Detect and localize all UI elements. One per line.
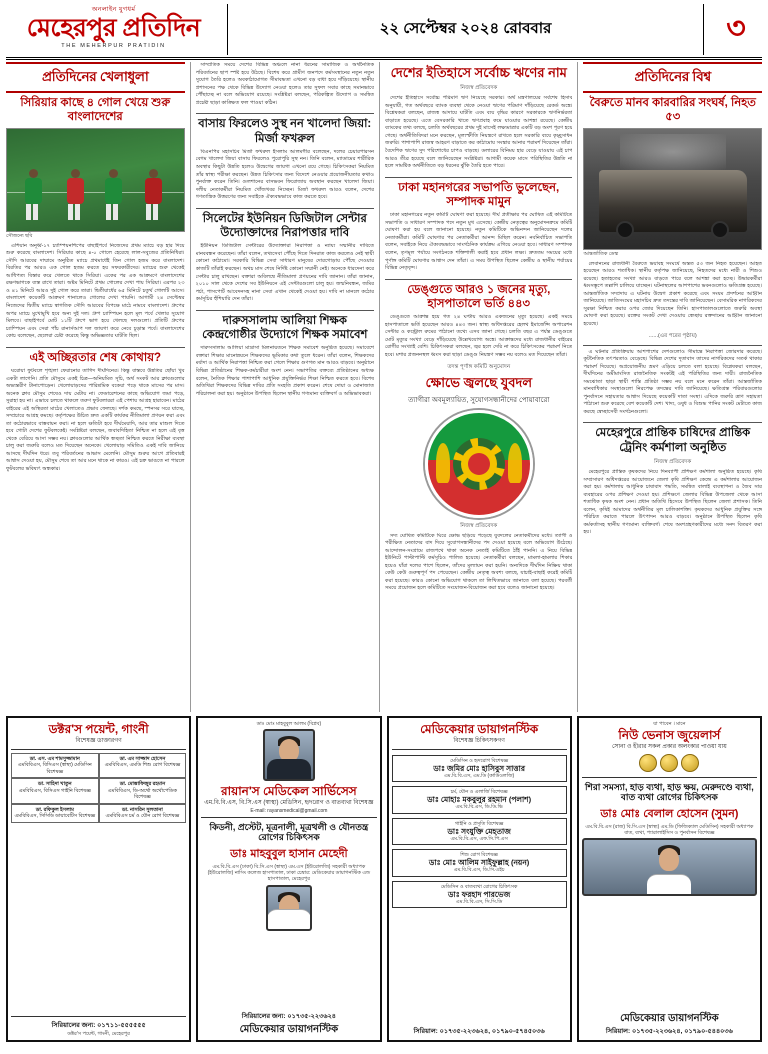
- party-emblem-icon: [425, 410, 533, 518]
- apron: [267, 909, 311, 929]
- article-columns: [6, 62, 762, 712]
- headline-debt: দেশের ইতিহাসে সর্বোচ্চ ঋণের নাম: [390, 65, 567, 80]
- ad-phone[interactable]: সিরিয়ালের জন্য: ০১৭৩৫-২২৩৬২৪: [241, 1013, 337, 1020]
- paragraph: ঘরোয়া ফুটবলে শৃঙ্খলা ফেরানোর তাগিদ দীর্ঘদিনের। কিন্তু বাস্তবে উন্নতির ছোঁয়া খুব একটা লাগেনি। প্রতি মৌসুমে একই চিত্র—অনিয়মিত সূচি, অর্থ সংকট আর ক্লাবগুলোর অভ্যন্তরীণ টানাপোড়েন। খেলোয়াড়দের পারিশ্রমিক বকেয়া পড়ে থাকে মাসের পর মাস। অনেক ক্লাব মৌসুম শেষেও দায় মেটায় না। ফেডারেশনের কাছে অভিযোগ জমা পড়ে, সুরাহা হয় না। এভাবে চলতে থাকলে তরুণ ফুটবলাররা এই পেশায় আগ্রহ হারাবেন। মাঠের বাইরের এই অস্থিরতা মাঠের খেলাতেও প্রভাব ফেলছে। দর্শক কমছে, স্পনসর সরে যাচ্ছে, সম্প্রচারে আগ্রহ কমছে। কর্তৃপক্ষের উচিত দ্রুত একটি কার্যকর নীতিমালা প্রণয়ন করা এবং তা কঠোরভাবে বাস্তবায়ন করা। না হলে ক্ষতিটা হবে দীর্ঘমেয়াদি, আর তার মাশুল দিতে হবে গোটা দেশের ফুটবলকেই। সংশ্লিষ্টরা বলছেন, জবাবদিহিতা নিশ্চিত না হলে এই বৃত্ত থেকে বেরিয়ে আসা সম্ভব নয়। ক্লাবগুলোর আর্থিক স্বচ্ছতা নিশ্চিত করতে নিরীক্ষা ব্যবস্থা চালু করা জরুরি বলেও মত দিয়েছেন অনেকে। খেলোয়াড় সমিতিও একই দাবি জানিয়ে আসছে দীর্ঘদিন ধরে। তবু পরিবর্তনের আভাস মেলেনি। মৌসুম শুরুর আগে প্রতিবারই আশ্বাস দেওয়া হয়, মৌসুম শেষে তা আর মনে থাকে না কারও। এই চক্র ভাঙতে না পারলে ফুটবলের ভবিষ্যৎ অন্ধকার।: [6, 368, 185, 472]
- body-teachers: [196, 345, 375, 400]
- doctor-degree: এমবিবিএস, বিসিএস গাইনি বিশেষজ্ঞ: [18, 787, 91, 794]
- headline-khaleda: বাসায় ফিরলেও সুস্থ নন খালেদা জিয়া: মির্জা ফখরুল: [198, 118, 372, 145]
- necklace-icon: [681, 754, 699, 772]
- ad-title: রায়ান'স মেডিকেল সার্ভিসেস: [221, 784, 357, 799]
- ring-icon: [639, 754, 657, 772]
- world-body-2: [583, 349, 762, 419]
- doctor-name: ডাঃ মোঃ আলিম সাইফুল্লাহ (নয়ন): [428, 858, 530, 868]
- ad-doctor-degree: এম.বি.বি.এস (ঢাকা) বি.সি.এস (স্বাস্থ্য) এম.এস (ইউরোলজি) সহকারী অধ্যাপক (ইউরোলজি) নাসিং কলেজ হাসপাতাল, ঢাকা চেম্বার: মেডিকেয়ার ডায়াগনস্টিক এন্ড হাসপাতাল, মেহেরপুর: [207, 863, 371, 883]
- subhead-jubodal: ত্যাগীরা অবমূল্যায়িত, সুযোগসন্ধানীদের পোয়াবারো: [408, 396, 550, 404]
- ad-medicare-diagnostic[interactable]: [387, 716, 572, 1042]
- ad-subtitle: সোনা ও হীরার সকল প্রকার অলংকার পাওয়া যায়: [611, 744, 727, 751]
- ad-subtitle: বিশেষজ্ঞ চিকিৎসকগণ: [453, 738, 505, 745]
- byline-debt: নিজস্ব প্রতিবেদক: [460, 85, 498, 92]
- body-khaleda: [196, 149, 375, 204]
- doctor-cell: [11, 778, 99, 804]
- ad-rayans-medical[interactable]: [196, 716, 381, 1042]
- doctor-degree: এম.বি.বি.এস, এফ.সি.পি.এস: [450, 835, 508, 842]
- doctor-block: [392, 818, 567, 846]
- doctor-name: ডাঃ মোহাঃ মকবুলুর রহমান (পলাশ): [427, 795, 532, 805]
- apron: [647, 874, 691, 894]
- advertisement-strip: [6, 716, 762, 1042]
- ad-speciality: কিডনী, প্রস্টেট, মূত্রনালী, মূত্রথলী ও যৌনতন্ত্র রোগের চিকিৎসক: [209, 822, 369, 843]
- publication-date: ২২ সেপ্টেম্বর ২০২৪ রোববার: [379, 20, 552, 37]
- divider: [583, 345, 762, 346]
- divider: [385, 177, 572, 178]
- doctor-degree: এমবিবিএস, এমডি শিশু রোগ বিশেষজ্ঞ: [104, 762, 181, 769]
- paragraph: সদ্য ঘোষিত কমিটিকে ঘিরে ক্ষোভ ছড়িয়ে পড়েছে যুবদলের নেতাকর্মীদের মধ্যে। ত্যাগী ও পরীক্ষিত নেতাদের বাদ দিয়ে সুযোগসন্ধানীদের পদ দেওয়া হয়েছে বলে অভিযোগ উঠেছে। আন্দোলন-সংগ্রামে রাজপথে থাকা অনেক নেতাই কমিটিতে ঠাঁই পাননি। এ নিয়ে বিভিন্ন ইউনিটে পাল্টাপাল্টি কর্মসূচিও পালিত হয়েছে। নেতাকর্মীরা বলছেন, মামলা-হামলার শিকার হয়েও যাঁরা দলের পাশে ছিলেন, তাঁদের মূল্যায়ন করা হয়নি। অন্যদিকে দীর্ঘদিন নিষ্ক্রিয় থাকা কেউ কেউ গুরুত্বপূর্ণ পদ পেয়েছেন। কেন্দ্রীয় নেতৃত্ব অবশ্য বলছে, যাচাই-বাছাই করেই কমিটি করা হয়েছে। কারও কোনো অভিযোগ থাকলে তা লিখিতভাবে জানাতে বলা হয়েছে। পরবর্তী সময়ে প্রয়োজন হলে কমিটিতে সংযোজন-বিয়োজন করা হবে বলেও জানানো হয়েছে।: [385, 532, 573, 592]
- byline-jubodal: নিজস্ব প্রতিবেদক: [460, 522, 498, 529]
- column-national-1: [190, 62, 375, 712]
- player-figure: [25, 169, 42, 225]
- doctor-degree: এমবিবিএস, ডি-অর্থো অর্থোপেডিক বিশেষজ্ঞ: [107, 787, 177, 801]
- ad-new-venus-jewellers[interactable]: [577, 716, 762, 1042]
- doctor-name: ডা. নাসরিন সুলতানা: [122, 806, 163, 813]
- ad-subtitle: এম.বি.বি.এস, বি.সি.এস (স্বাস্থ্য) মেডিসিন, হৃদরোগ ও বাতব্যথা বিশেষজ্ঞ: [204, 800, 374, 807]
- ad-tagline: যা পাবেন । মানে: [653, 721, 686, 727]
- headline-dhaka-committee: ঢাকা মহানগরের সভাপতি ভুলেছেন, সম্পাদক মামুন: [398, 181, 560, 208]
- paragraph: দারুসসালাম আলিয়া মাদ্রাসা মিলনায়তনে শিক্ষক সমাবেশ অনুষ্ঠিত হয়েছে। সমাবেশে বক্তারা শিক্ষার মানোন্নয়নে শিক্ষকদের ভূমিকার কথা তুলে ধরেন। তাঁরা বলেন, শিক্ষকদের মর্যাদা ও আর্থিক নিরাপত্তা নিশ্চিত করা গেলে শিক্ষার গুণগত মান আরও বাড়বে। অনুষ্ঠানে বিভিন্ন প্রতিষ্ঠানের শিক্ষক-কর্মচারীরা অংশ নেন। সভাপতির বক্তব্যে প্রতিষ্ঠানের অধ্যক্ষ বলেন, নৈতিক শিক্ষার পাশাপাশি আধুনিক প্রযুক্তিনির্ভর শিক্ষা নিশ্চিত করতে হবে। বিশেষ অতিথিরা শিক্ষকদের বিভিন্ন দাবির প্রতি সংহতি প্রকাশ করেন। শেষে দোয়া ও মোনাজাত পরিচালনা করা হয়। অনুষ্ঠানে উপস্থিত ছিলেন স্থানীয় গণ্যমান্য ব্যক্তিবর্গ ও অভিভাবকরা।: [195, 345, 375, 397]
- sports-article-body: [6, 243, 185, 343]
- ad-title: মেডিকেয়ার ডায়াগনস্টিক: [420, 722, 539, 736]
- divider: [6, 347, 185, 348]
- body-dhaka-committee: [385, 212, 572, 274]
- masthead-brand: [6, 4, 221, 55]
- bangle-icon: [660, 754, 678, 772]
- divider: [582, 777, 757, 778]
- doctor-name: ডা. রফিকুল ইসলাম: [35, 806, 74, 813]
- ad-footer: [11, 1013, 186, 1037]
- column-national-2: [379, 62, 572, 712]
- doctor-degree: এমবিবিএস চর্ম ও যৌন রোগ বিশেষজ্ঞ: [105, 813, 180, 820]
- world-body-1: [583, 261, 762, 331]
- smoke-effect: [620, 134, 726, 170]
- doctor-degree: এমবিবিএস, সিসিডি ডায়াবেটিস বিশেষজ্ঞ: [14, 813, 96, 820]
- divider: [11, 1016, 186, 1017]
- ad-title: ডক্টর'স পয়েন্ট, গাংনী: [48, 722, 149, 736]
- ad-doctor-degree: এম.বি.বি.এস (রাজ) বি.সি.এস (স্বাস্থ্য) এম.ডি (ফিজিক্যাল মেডিসিন) সহকারী অধ্যাপক বাত, ব্যথা, প্যারালাইসিস ও পুনর্বাসন বিশেষজ্ঞ: [585, 823, 754, 836]
- paragraph: ঢাকা মহানগরের নতুন কমিটি ঘোষণা করা হয়েছে। দীর্ঘ প্রতীক্ষার পর ঘোষিত এই কমিটিতে সভাপতি ও সাধারণ সম্পাদক পদে নতুন মুখ এসেছে। কেন্দ্রীয় নেতৃত্বের অনুমোদনক্রমে কমিটি ঘোষণা করা হয় বলে জানানো হয়েছে। নতুন কমিটিকে অভিনন্দন জানিয়েছেন দলের নেতাকর্মীরা। কমিটি ঘোষণার পর নেতাকর্মীরা আনন্দ মিছিল করেন। নবনির্বাচিত সভাপতি বলেন, সবাইকে নিয়ে ঐক্যবদ্ধভাবে সাংগঠনিক কার্যক্রম এগিয়ে নেওয়া হবে। সাধারণ সম্পাদক বলেন, তৃণমূল পর্যায়ে সংগঠনকে শক্তিশালী করাই হবে প্রধান লক্ষ্য। দ্রুততম সময়ের মধ্যে পূর্ণাঙ্গ কমিটি ঘোষণার আশ্বাস দেন তাঁরা। এ সময় উপস্থিত ছিলেন কেন্দ্রীয় ও স্থানীয় পর্যায়ের বিভিন্ন নেতৃবৃন্দ।: [385, 212, 573, 272]
- ad-phone[interactable]: সিরিয়ালের জন্য: ০১৭১১-৫৫৫৫৫৫: [51, 1021, 146, 1029]
- doctor-speciality: মেডিসিন ও হৃদরোগ বিশেষজ্ঞ: [450, 757, 509, 764]
- ad-brand: মেডিকেয়ার ডায়াগনস্টিক: [620, 1013, 719, 1024]
- divider: [196, 208, 375, 209]
- doctor-cell: [99, 753, 187, 779]
- sports-headline: সিরিয়ার কাছে ৪ গোল খেয়ে শুরু বাংলাদেশের: [20, 97, 171, 124]
- divider: [196, 310, 375, 311]
- doctor-name: ডাঃ জমির মোঃ হাসিবুস সাত্তার: [433, 763, 525, 773]
- byline-farmer-training: নিজস্ব প্রতিবেদক: [654, 459, 692, 466]
- body-debt: [385, 95, 572, 172]
- gear-icon: [453, 438, 505, 490]
- ad-doctors-point[interactable]: [6, 716, 191, 1042]
- jewellery-icons: [639, 754, 699, 772]
- doctor-name: ডাঃ সংযুক্তি মেহতাজ: [447, 826, 511, 836]
- doctor-speciality: গাইনি ও প্রসূতি বিশেষজ্ঞ: [454, 820, 504, 827]
- doctor-degree: এম.বি.বি.এস, সি.সি.ডি: [455, 898, 503, 905]
- wheat-icon: [436, 443, 450, 483]
- doctor-speciality: মেডিসিন ও বাতব্যথা রোগের চিকিৎসক: [440, 883, 518, 890]
- doctor-name: ডাঃ ফরহাদ পারভেজ: [448, 889, 511, 899]
- ad-footer: [201, 1011, 376, 1037]
- doctor-name: ডা. এম সাজ্জাদ হোসেন: [119, 755, 166, 762]
- paragraph: দেশের ইতিহাসে সর্বোচ্চ পরিমাণ ঋণ নিয়েছে সরকার। অর্থ মন্ত্রণালয়ের সর্বশেষ হিসাব অনুযায়ী, গত অর্থবছরে ব্যাংক ব্যবস্থা থেকে নেওয়া ঋণের পরিমাণ দাঁড়িয়েছে রেকর্ড অঙ্কে। বিশ্লেষকরা বলছেন, রাজস্ব আদায়ে ঘাটতি এবং ব্যয় বৃদ্ধির কারণে সরকারকে ঋণনির্ভরতা বাড়াতে হয়েছে। এতে বেসরকারি খাতে ঋণপ্রবাহ কমে যাওয়ার আশঙ্কা রয়েছে। কেন্দ্রীয় ব্যাংকের তথ্য বলছে, চলতি অর্থবছরের প্রথম দুই মাসেই লক্ষ্যমাত্রার একটি বড় অংশ পূরণ হয়ে গেছে। অর্থনীতিবিদরা মনে করছেন, মূল্যস্ফীতি নিয়ন্ত্রণে রাখতে হলে সরকারি ব্যয়ে কৃচ্ছ্রসাধন জরুরি। পাশাপাশি রাজস্ব আহরণ বাড়াতে কর কাঠামোয় সংস্কার আনার পরামর্শ দিয়েছেন তাঁরা। বৈদেশিক ঋণের সুদ পরিশোধের চাপও বাড়ছে। ডলারের বিনিময় হার বেড়ে যাওয়ায় এই চাপ আরও তীব্র হয়েছে বলে জানিয়েছেন সংশ্লিষ্টরা। আগামী কয়েক মাসে পরিস্থিতির উন্নতি না হলে সামষ্টিক অর্থনীতিতে বড় ধরনের ঝুঁকি তৈরি হতে পারে।: [385, 95, 573, 170]
- doctor-grid: [11, 753, 186, 823]
- paragraph: ডেঙ্গুতে আক্রান্ত হয়ে গত ২৪ ঘণ্টায় আরও একজনের মৃত্যু হয়েছে। একই সময়ে হাসপাতালে ভর্তি হয়েছেন আরও ৪৪৩ জন। স্বাস্থ্য অধিদপ্তরের হেলথ ইমার্জেন্সি অপারেশন সেন্টার ও কন্ট্রোল রুমের পাঠানো তথ্যে এসব জানা গেছে। চলতি বছর এ পর্যন্ত ডেঙ্গুতে মোট মৃত্যুর সংখ্যা বেড়ে দাঁড়িয়েছে উল্লেখযোগ্য অঙ্কে। আক্রান্তদের মধ্যে রাজধানীর বাইরের রোগীর সংখ্যাই বেশি। চিকিৎসকরা বলছেন, জ্বর হলে দেরি না করে চিকিৎসকের পরামর্শ নিতে হবে। মশার প্রজননস্থল ধ্বংস করা ছাড়া ডেঙ্গু নিয়ন্ত্রণ সম্ভব নয় বলেও মত দিয়েছেন তাঁরা।: [385, 314, 573, 358]
- body-digital-center: [196, 243, 375, 305]
- ad-phone[interactable]: সিরিয়াল: ০১৭৩৫-২২৩৬২৪, ০১৭৯০-৫৪৪০৩৬: [605, 1028, 733, 1035]
- world-photo-caption: আন্তর্জাতিক ডেস্ক: [583, 250, 619, 257]
- doctor-block: [392, 755, 567, 783]
- headline-jubodal: ক্ষোভে জ্বলছে যুবদল: [425, 374, 533, 390]
- paragraph: মেহেরপুরে প্রান্তিক কৃষকদের নিয়ে দিনব্যাপী প্রশিক্ষণ কর্মশালা অনুষ্ঠিত হয়েছে। কৃষি সম্প্রসারণ অধিদপ্তরের আয়োজনে জেলা কৃষি প্রশিক্ষণ কেন্দ্রে এ কর্মশালার আয়োজন করা হয়। কর্মশালায় আধুনিক চাষাবাদ পদ্ধতি, সমন্বিত বালাই ব্যবস্থাপনা ও জৈব সার ব্যবহারের ওপর প্রশিক্ষণ দেওয়া হয়। প্রশিক্ষণে জেলার বিভিন্ন উপজেলা থেকে আসা শতাধিক কৃষক অংশ নেন। প্রধান অতিথি হিসেবে উপস্থিত ছিলেন জেলা প্রশাসক। তিনি বলেন, কৃষিই আমাদের অর্থনীতির মূল চালিকাশক্তি। কৃষকদের আধুনিক প্রযুক্তির সঙ্গে পরিচিত করাতে পারলে উৎপাদন আরও বাড়বে। অনুষ্ঠানে উপস্থিত ছিলেন কৃষি কর্মকর্তাসহ স্থানীয় গণ্যমান্য ব্যক্তিবর্গ। শেষে অংশগ্রহণকারীদের মধ্যে সনদ বিতরণ করা হয়।: [583, 469, 762, 536]
- paragraph: এশিয়ান অনূর্ধ্ব-১৭ চ্যাম্পিয়নশিপের বাছাইপর্বে নিজেদের প্রথম ম্যাচে বড় হার দিয়ে শুরু করেছে বাংলাদেশ। সিরিয়ার কাছে ৪-০ গোলে হেরেছে লাল-সবুজের প্রতিনিধিরা। সৌদি আরবের দাম্মামে অনুষ্ঠিত ম্যাচে প্রথমার্ধেই তিন গোল হজম করে বাংলাদেশ। বিরতির পর আরও এক গোল হজম করতে হয় সফরকারীদের। ম্যাচের শুরু থেকেই আধিপত্য বিস্তার করে খেলতে থাকে সিরিয়া। একের পর এক আক্রমণে বাংলাদেশের রক্ষণভাগকে ব্যস্ত রাখে তারা। অষ্টম মিনিটে প্রথম গোলের দেখা পায় সিরিয়া। এরপর ২৩ ও ৪১ মিনিটে আরও দুই গোল করে তারা। দ্বিতীয়ার্ধের ৬৫ মিনিটে চতুর্থ গোলটি আসে। বাংলাদেশ কয়েকটি আক্রমণ শানালেও গোলের দেখা পায়নি। আগামী ২৪ সেপ্টেম্বর নিজেদের দ্বিতীয় ম্যাচে স্বাগতিক সৌদি আরবের বিপক্ষে মাঠে নামবে বাংলাদেশ। গ্রুপের অপর ম্যাচে মুখোমুখি হবে অন্য দুই দল। গ্রুপ চ্যাম্পিয়ন হলে মূল পর্বে খেলার সুযোগ মিলবে। বাছাইপর্বে মোট ১১টি গ্রুপে ভাগ হয়ে খেলছে দলগুলো। প্রতিটি গ্রুপের চ্যাম্পিয়ন এবং সেরা পাঁচ রানার্সআপ দল জায়গা করে নেবে চূড়ান্ত পর্বে। বাংলাদেশের কোচ বলেছেন, ছেলেরা চেষ্টা করেছে কিন্তু অভিজ্ঞতার ঘাটতি ছিল।: [6, 242, 185, 340]
- column-sports: [6, 62, 185, 712]
- divider: [11, 749, 186, 750]
- wheat-icon: [508, 443, 522, 483]
- ad-doctor-label: ডাঃ মোঃ মাহবুবুল আলম (বিপ্লব): [256, 721, 322, 727]
- ad-footer: [582, 1011, 757, 1037]
- section-header-world: প্রতিদিনের বিশ্ব: [583, 62, 762, 93]
- headline-digital-center: সিলেটের ইউনিয়ন ডিজিটাল সেন্টার উদ্যোক্তাদের নিরাপত্তার দাবি: [202, 212, 367, 240]
- doctor-name: ডা. সাহিদা খাতুন: [37, 781, 72, 788]
- column-world: [577, 62, 762, 712]
- body-dengue: [385, 314, 572, 361]
- doctor-block: [392, 786, 567, 814]
- doctor-cell: [11, 804, 99, 823]
- doctor-name: ডা. এস. এম শামসুজ্জামান: [29, 755, 80, 762]
- doctor-name: ডা. মোস্তাফিজুর রহমান: [119, 781, 166, 788]
- divider: [201, 817, 376, 818]
- page-number-box: [710, 4, 762, 55]
- body-jubodal: [385, 533, 572, 595]
- paragraph: সাম্প্রতিক সময়ে দেশের বিভিন্ন অঞ্চলে নানা ধরনের সামাজিক ও অর্থনৈতিক পরিবর্তনের ছাপ স্পষ্ট হয়ে উঠছে। বিশেষ করে গ্রামীণ জনপদে কর্মসংস্থানের নতুন নতুন সুযোগ তৈরি হলেও অবকাঠামোগত সীমাবদ্ধতা এখনো বড় বাধা হয়ে দাঁড়িয়েছে। স্থানীয় প্রশাসনের পক্ষ থেকে বিভিন্ন উদ্যোগ নেওয়া হলেও তার সুফল সবার কাছে সমানভাবে পৌঁছাচ্ছে না বলে অভিযোগ রয়েছে। সংশ্লিষ্টরা বলছেন, পরিকল্পিত উদ্যোগ ও সমন্বিত প্রচেষ্টা ছাড়া কাঙ্ক্ষিত ফল পাওয়া কঠিন।: [195, 62, 375, 106]
- paragraph: এ ঘটনার প্রতিক্রিয়ায় আশপাশের দেশগুলোও সীমান্তে নিরাপত্তা জোরদার করেছে। কূটনৈতিক তৎপরতাও বেড়েছে। বিভিন্ন দেশের দূতাবাস তাদের নাগরিকদের সতর্ক থাকার পরামর্শ দিয়েছে। অপ্রয়োজনীয় ভ্রমণ এড়িয়ে চলতে বলা হয়েছে। বিশ্লেষকরা বলছেন, দীর্ঘদিনের অমীমাংসিত রাজনৈতিক সংকটই এই পরিস্থিতির জন্য দায়ী। রাজনৈতিক সমঝোতা ছাড়া স্থায়ী শান্তি প্রতিষ্ঠা সম্ভব নয় বলে মনে করেন তাঁরা। আন্তর্জাতিক মানবাধিকার সংস্থাগুলো নিরপেক্ষ তদন্তের দাবি জানিয়েছে। ক্ষতিগ্রস্ত পরিবারগুলোর পুনর্বাসনে সহায়তার আশ্বাস দিয়েছে কয়েকটি দাতা সংস্থা। এদিকে জরুরি ত্রাণ সহায়তা পাঠানো শুরু করেছে বেশ কয়েকটি দেশ। খাদ্য, ওষুধ ও বিশুদ্ধ পানির সংকট মেটাতে কাজ করছে স্বেচ্ছাসেবী সংগঠনগুলো।: [583, 348, 762, 415]
- doctor-portrait-2: [266, 885, 312, 931]
- player-figure: [105, 169, 122, 225]
- ad-brand: মেডিকেয়ার ডায়াগনস্টিক: [239, 1024, 339, 1035]
- note-committee: তদন্ত পূর্ণাঙ্গ কমিটি অনুমোদন: [447, 363, 511, 370]
- sports-photo: [6, 128, 185, 232]
- doctor-cell: [99, 804, 187, 823]
- doctor-degree: এম.বি.বি.এস, ডি.সি.এইচ: [453, 867, 505, 874]
- sports-article-body-2: [6, 368, 185, 475]
- doctor-degree: এম.বি.বি.এস, এম.ডি (কার্ডিওলজি): [444, 772, 515, 779]
- section-header-sports: প্রতিদিনের খেলাধুলা: [6, 62, 185, 93]
- ad-doctor-speciality: শিরা সমস্যা, হাড় ব্যথা, হাড় ক্ষয়, মেরুদণ্ডে ব্যথা, বাত ব্যথা রোগের চিকিৎসক: [584, 781, 754, 802]
- ad-title: নিউ ভেনাস জুয়েলার্স: [618, 728, 721, 743]
- divider: [583, 422, 762, 423]
- ad-footer: [392, 1026, 567, 1037]
- divider: [385, 279, 572, 280]
- ad-phone[interactable]: সিরিয়াল: ০১৭৩৫-২২৩৬২৪, ০১৭৯০-৫৭৪৫০৩৬: [413, 1028, 545, 1035]
- masthead: [6, 4, 762, 60]
- doctor-speciality: চর্ম, যৌন ও এলার্জি বিশেষজ্ঞ: [450, 789, 508, 796]
- masthead-latin-title: THE MEHERPUR PRATIDIN: [61, 43, 166, 49]
- doctor-speciality: শিশু রোগ বিশেষজ্ঞ: [460, 852, 498, 859]
- wheel: [616, 221, 634, 239]
- paragraph: ইউনিয়ন ডিজিটাল সেন্টারের উদ্যোক্তারা নিরাপত্তা ও ন্যায্য সম্মানীর দাবিতে মানববন্ধন করেছেন। তাঁরা বলেন, তথ্যসেবা পৌঁছে দিতে দিনরাত কাজ করলেও নেই স্থায়ী কোনো কাঠামো। সরকারি বিভিন্ন সেবা সাধারণ মানুষের দোরগোড়ায় পৌঁছে দেওয়ার কাজটি তাঁরাই করছেন। অথচ মাস শেষে নির্দিষ্ট কোনো সম্মানী নেই। অনেকে ধারদেনা করে সেন্টার চালু রাখছেন। বক্তারা অবিলম্বে নীতিমালা প্রণয়নের দাবি জানান। তাঁরা জানান, ২০১০ সাল থেকে দেশের সব ইউনিয়নে এই সেন্টারগুলো চালু হয়। জন্মনিবন্ধন, জমির পর্চা, পাসপোর্ট আবেদনসহ নানা সেবা এখান থেকেই দেওয়া হয়। দাবি না মানলে কঠোর কর্মসূচির হুঁশিয়ারি দেন তাঁরা।: [195, 243, 375, 303]
- masthead-kicker: অনলাইন যুগধর্ম: [91, 6, 136, 13]
- doctor-block: [392, 849, 567, 877]
- page-number: ৩: [726, 12, 746, 45]
- ad-doctor-name: ডাঃ মোঃ বেলাল হোসেন (সুমন): [600, 807, 739, 820]
- jubodal-logo: [385, 410, 572, 518]
- paragraph: বিএনপির মহাসচিব মির্জা ফখরুল ইসলাম আলমগীর বলেছেন, দলের চেয়ারপারসন বেগম খালেদা জিয়া বাসায় ফিরলেও পুরোপুরি সুস্থ নন। তিনি বলেন, ম্যাডামের শারীরিক অবস্থার কিছুটা উন্নতি হলেও উদ্বেগের জায়গা এখনো রয়ে গেছে। চিকিৎসকরা নিয়মিত তাঁর স্বাস্থ্য পরীক্ষা করছেন। উন্নত চিকিৎসার জন্য বিদেশে নেওয়ার প্রয়োজনীয়তার কথাও পুনর্ব্যক্ত করেন তিনি। গুলশানের বাসভবন ফিরোজায় অবস্থান করছেন খালেদা জিয়া। দলীয় নেতাকর্মীরা নিয়মিত খোঁজখবর নিচ্ছেন। মির্জা ফখরুল আরও বলেন, দেশের গণতান্ত্রিক উত্তরণের জন্য সবাইকে ঐক্যবদ্ধভাবে কাজ করতে হবে।: [195, 148, 375, 201]
- doctor-cell: [11, 753, 99, 779]
- world-photo: [583, 128, 762, 250]
- player-figure: [67, 169, 84, 225]
- ad-doctor-name: ডাঃ মাহবুবুল হাসান মেহেদী: [230, 847, 348, 860]
- body-farmer-training: [583, 469, 762, 539]
- doctor-degree: এমবিবিএস, বিসিএস (স্বাস্থ্য) মেডিসিন বিশেষজ্ঞ: [17, 762, 92, 775]
- sports-photo-caption: সৌজন্যে ছবি: [6, 232, 33, 239]
- sports-headline-2: এই অচ্ছিরতার শেষ কোথায়?: [29, 351, 162, 364]
- wheel: [711, 221, 729, 239]
- doctor-cell: [99, 778, 187, 804]
- doctor-block: [392, 881, 567, 909]
- divider: [196, 113, 375, 114]
- player-figure: [145, 169, 162, 225]
- headline-farmer-training: মেহেরপুরে প্রান্তিক চাষিদের প্রান্তিক ট্রেনিং কর্মশালা অনুষ্ঠিত: [595, 427, 751, 454]
- masthead-date-bar: [227, 4, 704, 55]
- face: [659, 848, 679, 871]
- suit: [267, 759, 311, 779]
- ad-subtitle: বিশেষজ্ঞ ডাক্তারগণ: [75, 738, 122, 745]
- paragraph: লেবাননের রাজধানী বৈরুতে ভয়াবহ সংঘর্ষে অন্তত ৫৩ জন নিহত হয়েছেন। আহত হয়েছেন আরও শতাধিক। স্থানীয় কর্তৃপক্ষ জানিয়েছে, নিহতদের মধ্যে নারী ও শিশুও রয়েছে। হতাহতের সংখ্যা আরও বাড়তে পারে বলে আশঙ্কা করা হচ্ছে। উদ্ধারকর্মীরা ধ্বংসস্তূপে তল্লাশি চালিয়ে যাচ্ছেন। ঘটনাস্থলের আশপাশের ভবনগুলোও ক্ষতিগ্রস্ত হয়েছে। আন্তর্জাতিক সম্প্রদায় এ ঘটনায় উদ্বেগ প্রকাশ করেছে এবং সংযম প্রদর্শনের আহ্বান জানিয়েছে। জাতিসংঘের মহাসচিব দ্রুত তদন্তের দাবি জানিয়েছেন। বেসামরিক নাগরিকদের সুরক্ষা নিশ্চিত করার ওপর জোর দিয়েছেন তিনি। হাসপাতালগুলোতে জরুরি অবস্থা ঘোষণা করা হয়েছে। রক্তের সংকট দেখা দেওয়ায় স্বেচ্ছায় রক্তদানের আহ্বান জানানো হয়েছে।: [583, 260, 762, 327]
- masthead-title: মেহেরপুর প্রতিদিন: [26, 14, 201, 42]
- headline-teachers: দারুসসালাম আলিয়া শিক্ষক কেন্দ্রগোষ্ঠীর উদ্যোগে শিক্ষক সমাবেশ: [202, 314, 368, 342]
- ad-email[interactable]: E-mail: rayansmedical@gmail.com: [250, 807, 328, 814]
- doctor-portrait: [263, 729, 315, 781]
- ad-address: ডক্টর'স পয়েন্ট, গাংনী, মেহেরপুর: [67, 1030, 130, 1037]
- lead-body: [196, 62, 375, 109]
- headline-dengue: ডেঙ্গুতে আরও ১ জনের মৃত্যু, হাসপাতালে ভর্তি ৪৪৩: [407, 283, 551, 310]
- doctor-degree: এম.বি.বি.এস, ডি.ডি.ভি: [455, 804, 503, 811]
- continued-note: ......(এর পরের পৃষ্ঠায়): [648, 332, 697, 339]
- divider: [392, 749, 567, 750]
- world-headline: বৈরুতে মানব কারবারির সংঘর্ষ, নিহত ৫৩: [589, 97, 756, 124]
- doctor-portrait: [582, 838, 757, 896]
